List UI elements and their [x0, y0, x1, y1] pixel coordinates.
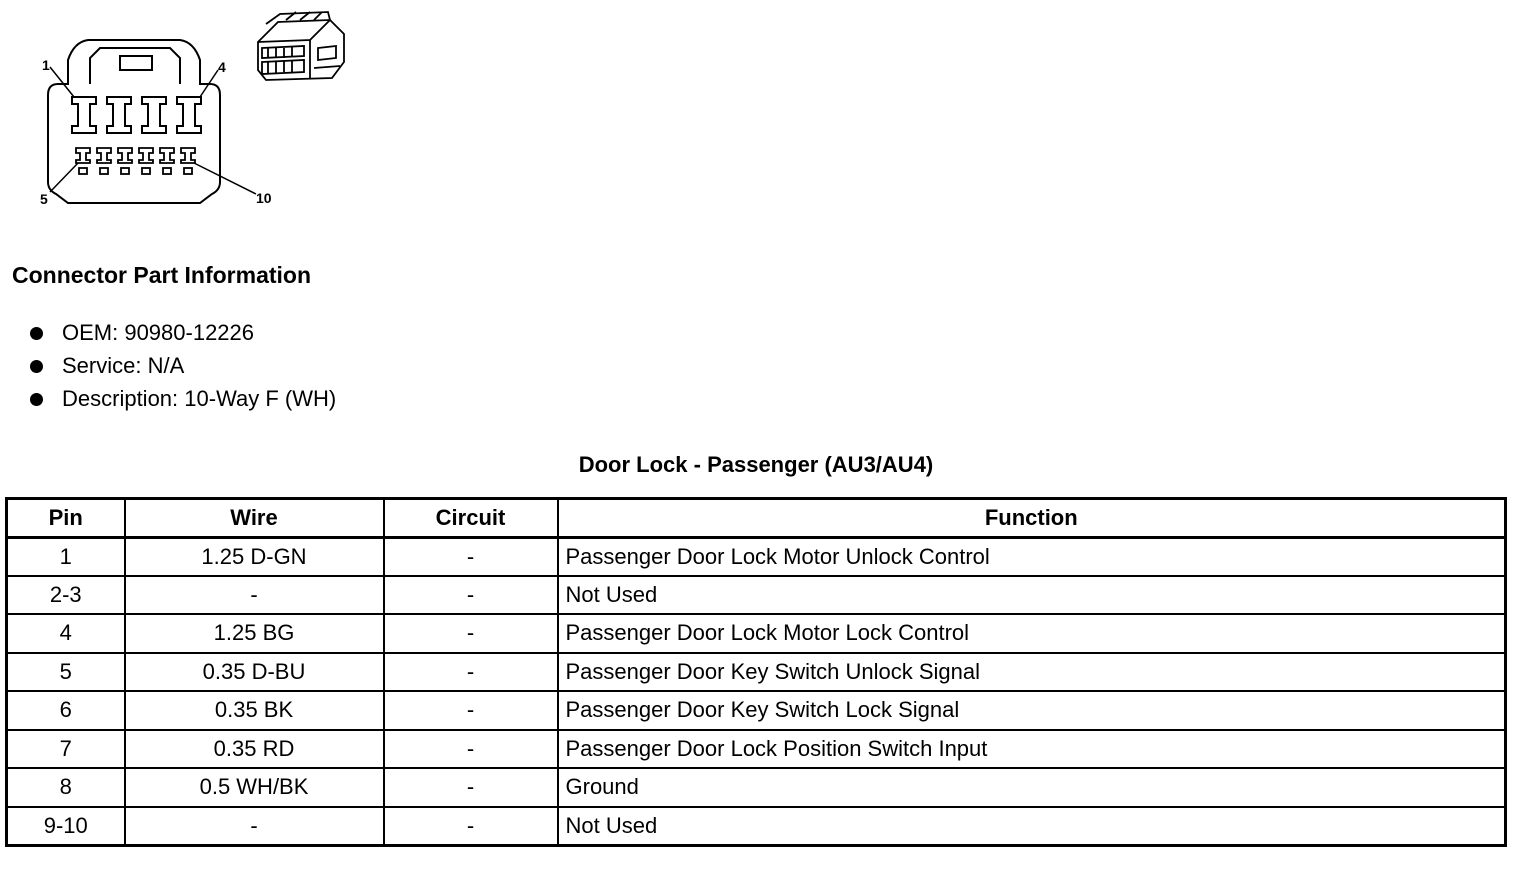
table-title: Door Lock - Passenger (AU3/AU4): [578, 452, 934, 477]
cell-circuit: -: [384, 768, 558, 807]
cell-circuit: -: [384, 807, 558, 846]
cell-wire: 0.35 D-BU: [125, 653, 384, 692]
cell-wire: 0.35 BK: [125, 691, 384, 730]
connector-diagram: [30, 8, 360, 218]
header-function: Function: [558, 499, 1506, 538]
cell-function: Passenger Door Key Switch Lock Signal: [558, 691, 1506, 730]
large-terminals: [72, 97, 201, 133]
cell-pin: 8: [7, 768, 125, 807]
pin-label-4: 4: [218, 59, 226, 75]
cell-function: Passenger Door Key Switch Unlock Signal: [558, 653, 1506, 692]
bullet-icon: [30, 360, 43, 373]
cell-circuit: -: [384, 653, 558, 692]
cell-wire: 0.35 RD: [125, 730, 384, 769]
cell-pin: 5: [7, 653, 125, 692]
table-row: [7, 653, 1506, 692]
pin-label-5: 5: [40, 191, 48, 207]
pinout-table: [5, 497, 1507, 847]
cell-function: Ground: [558, 768, 1506, 807]
info-service-text: Service: N/A: [62, 353, 185, 378]
connector-latch: [90, 48, 180, 84]
header-circuit: Circuit: [384, 499, 558, 538]
info-description-text: Description: 10-Way F (WH): [62, 386, 337, 411]
connector-info-list: [30, 316, 336, 415]
cell-pin: 1: [7, 537, 125, 576]
cell-wire: -: [125, 576, 384, 615]
table-row: [7, 537, 1506, 576]
cell-wire: -: [125, 807, 384, 846]
table-row: [7, 691, 1506, 730]
connector-info-title: Connector Part Information: [12, 262, 312, 288]
cell-pin: 7: [7, 730, 125, 769]
bullet-icon: [30, 327, 43, 340]
cell-circuit: -: [384, 614, 558, 653]
info-service: [30, 349, 336, 382]
table-row: [7, 614, 1506, 653]
cell-pin: 6: [7, 691, 125, 730]
info-oem: [30, 316, 336, 349]
cell-circuit: -: [384, 730, 558, 769]
pin-label-1: 1: [42, 57, 50, 73]
info-oem-text: OEM: 90980-12226: [62, 320, 255, 345]
table-row: [7, 576, 1506, 615]
small-terminals: [76, 148, 195, 174]
cell-function: Passenger Door Lock Motor Unlock Control: [558, 537, 1506, 576]
cell-pin: 2-3: [7, 576, 125, 615]
cell-function: Passenger Door Lock Motor Lock Control: [558, 614, 1506, 653]
header-pin: Pin: [7, 499, 125, 538]
info-description: [30, 382, 336, 415]
cell-wire: 1.25 D-GN: [125, 537, 384, 576]
pin-leader-lines: [50, 67, 256, 194]
cell-wire: 1.25 BG: [125, 614, 384, 653]
pin-label-10: 10: [256, 190, 272, 206]
table-row: [7, 768, 1506, 807]
bullet-icon: [30, 393, 43, 406]
cell-wire: 0.5 WH/BK: [125, 768, 384, 807]
cell-circuit: -: [384, 537, 558, 576]
latch-tab: [120, 56, 152, 70]
cell-pin: 9-10: [7, 807, 125, 846]
cell-pin: 4: [7, 614, 125, 653]
cell-circuit: -: [384, 576, 558, 615]
table-row: [7, 807, 1506, 846]
cell-function: Not Used: [558, 807, 1506, 846]
cell-function: Not Used: [558, 576, 1506, 615]
table-row: [7, 730, 1506, 769]
connector-3d-view: [258, 12, 344, 80]
table-header-row: [7, 499, 1506, 538]
cell-circuit: -: [384, 691, 558, 730]
cell-function: Passenger Door Lock Position Switch Input: [558, 730, 1506, 769]
header-wire: Wire: [125, 499, 384, 538]
